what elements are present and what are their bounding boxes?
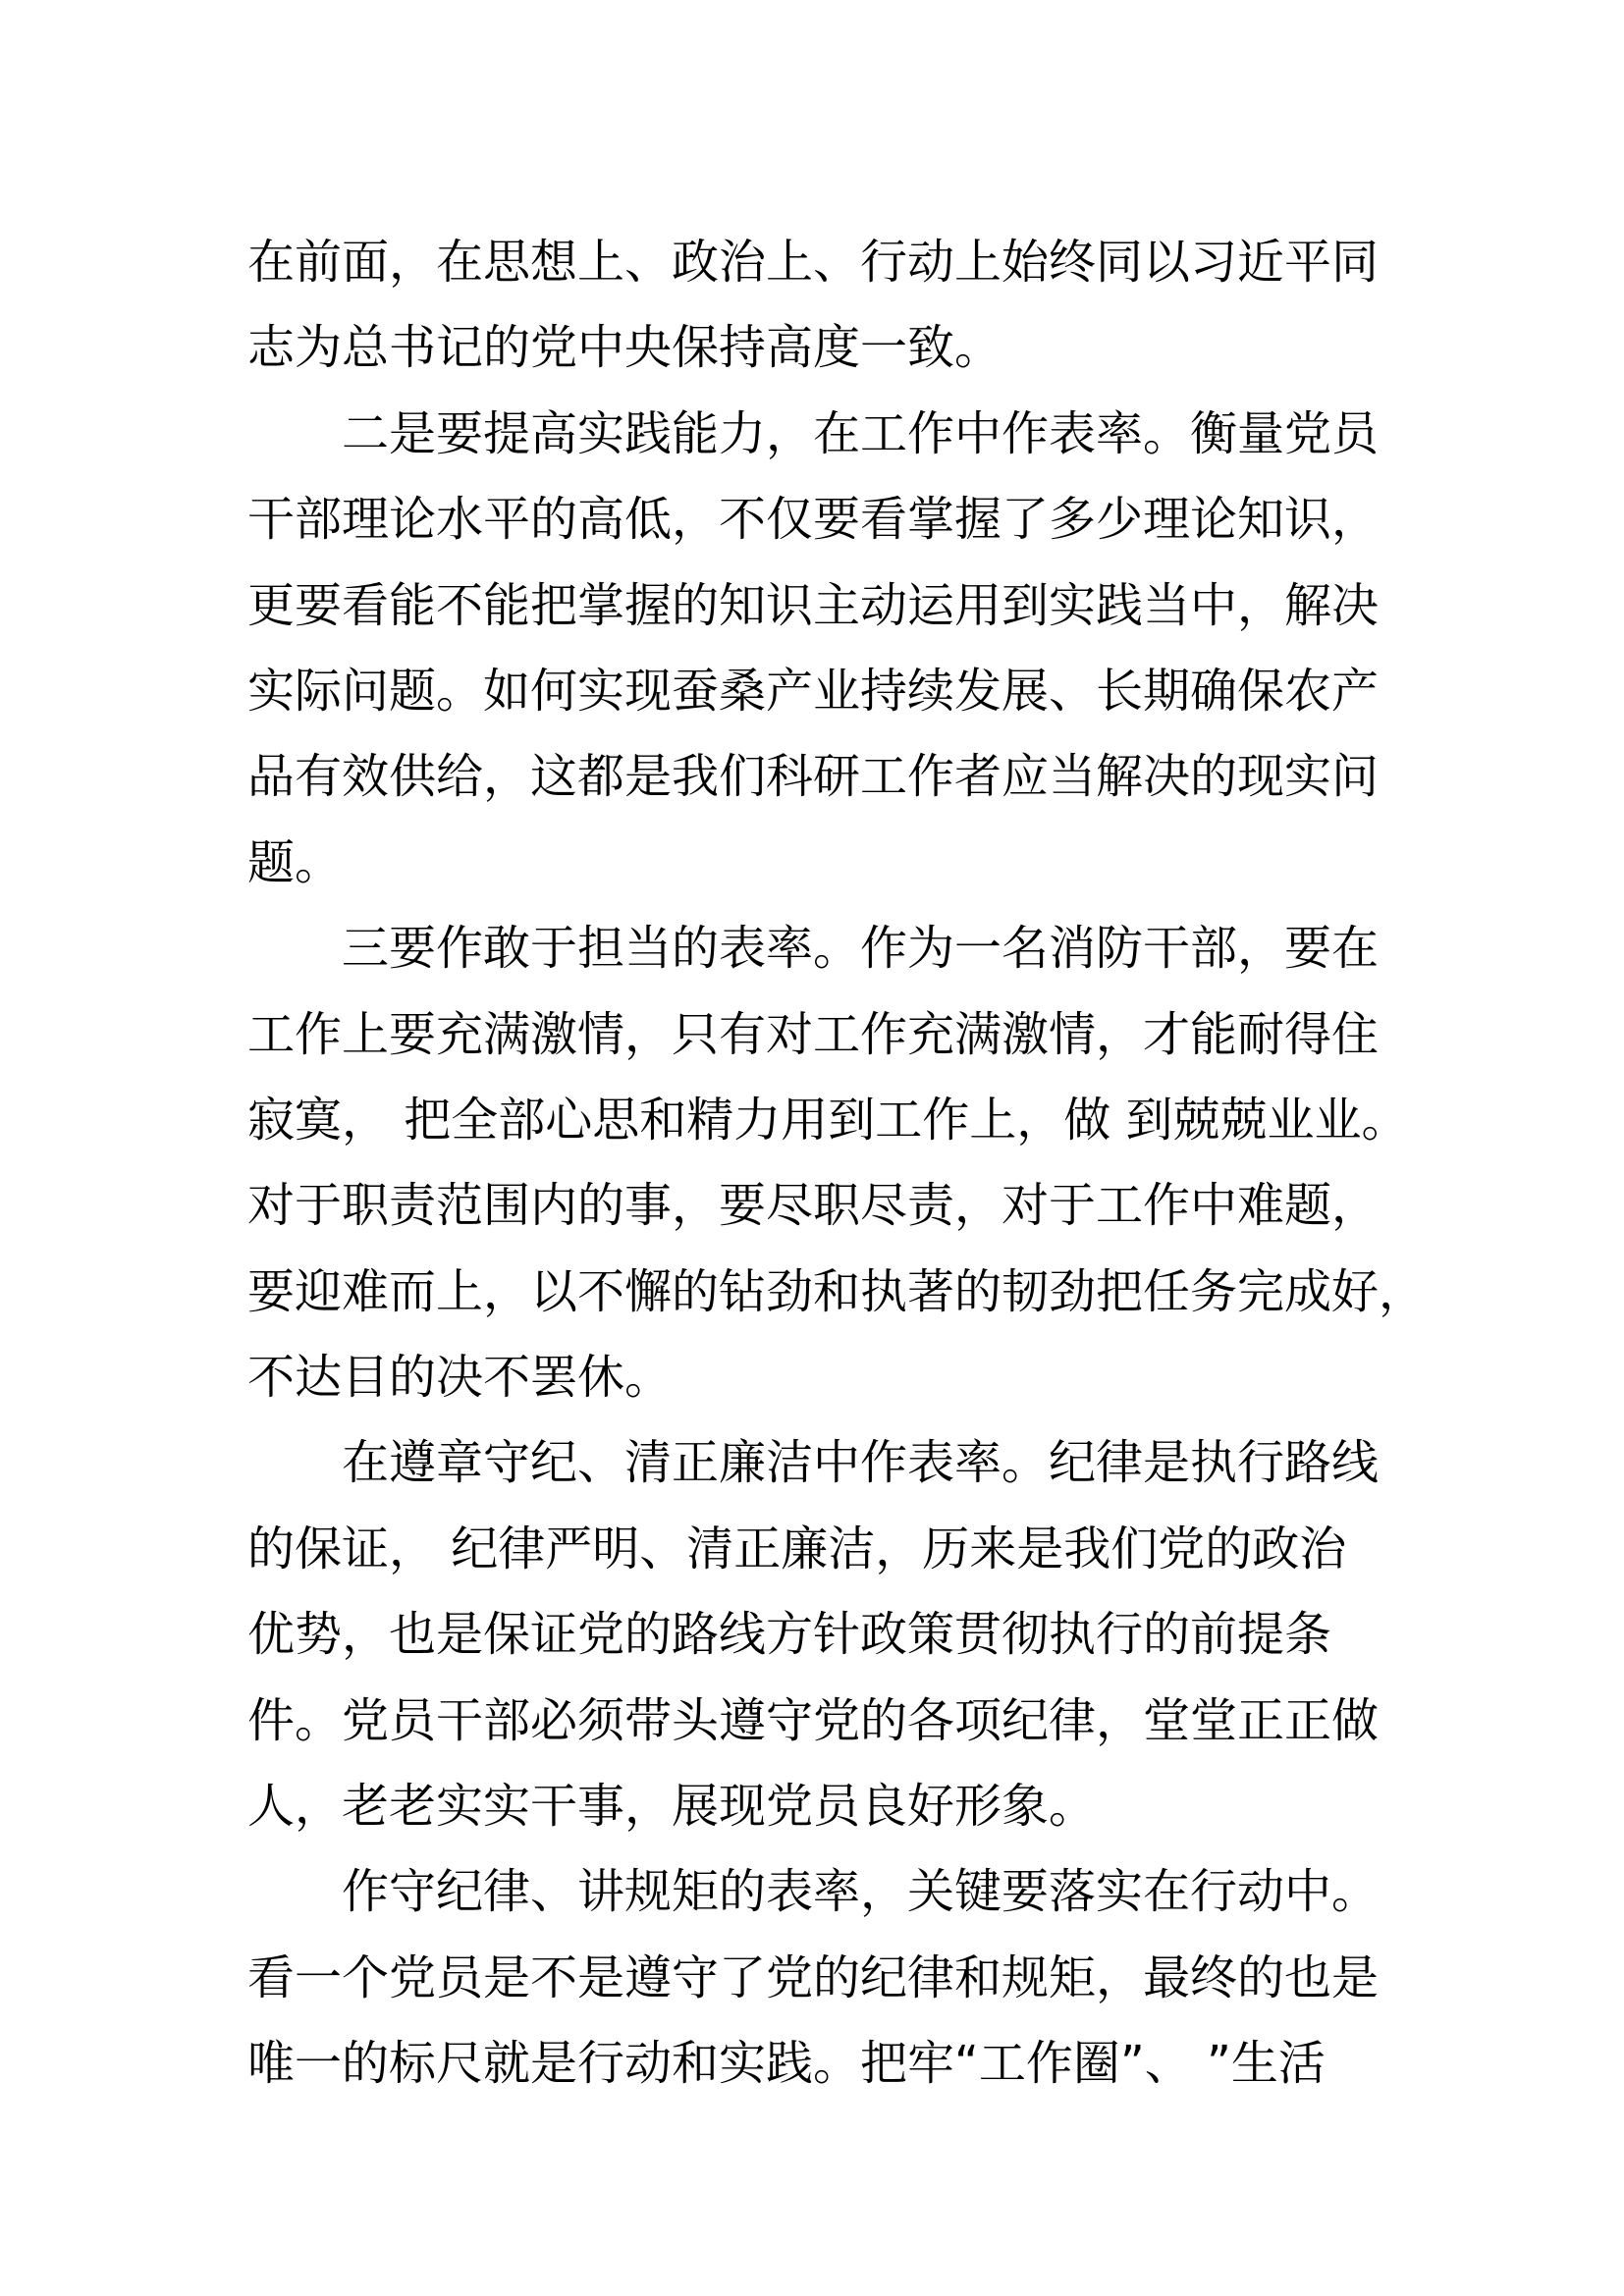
text-line: 品有效供给，这都是我们科研工作者应当解决的现实问 <box>247 749 1380 805</box>
text-line: 在前面，在思想上、政治上、行动上始终同以习近平同 <box>247 235 1380 290</box>
text-line: 要迎难而上，以不懈的钻劲和执著的韧劲把任务完成好， <box>247 1263 1427 1319</box>
text-line: 作守纪律、讲规矩的表率，关键要落实在行动中。 <box>342 1864 1380 1920</box>
document-page <box>247 220 1427 2108</box>
text-line: 志为总书记的党中央保持高度一致。 <box>247 320 1002 376</box>
text-line: 唯一的标尺就是行动和实践。把牢“工作圈”、 ”生活 <box>247 2036 1326 2092</box>
text-line: 人，老老实实干事，展现党员良好形象。 <box>247 1779 1097 1835</box>
text-line: 对于职责范围内的事，要尽职尽责，对于工作中难题， <box>247 1178 1380 1234</box>
text-line: 更要看能不能把掌握的知识主动运用到实践当中，解决 <box>247 577 1380 633</box>
text-line: 优势，也是保证党的路线方针政策贯彻执行的前提条 <box>247 1607 1332 1663</box>
text-line: 的保证， 纪律严明、清正廉洁，历来是我们党的政治 <box>247 1521 1347 1576</box>
text-line: 件。党员干部必须带头遵守党的各项纪律，堂堂正正做 <box>247 1692 1380 1748</box>
text-line: 题。 <box>247 834 343 890</box>
text-line: 不达目的决不罢休。 <box>247 1350 673 1406</box>
text-line: 三要作敢于担当的表率。作为一名消防干部，要在 <box>342 921 1380 977</box>
text-line: 寂寞， 把全部心思和精力用到工作上，做 到兢兢业业。 <box>247 1092 1409 1148</box>
text-line: 干部理论水平的高低，不仅要看掌握了多少理论知识， <box>247 492 1380 548</box>
text-line: 工作上要充满激情，只有对工作充满激情，才能耐得住 <box>247 1006 1380 1062</box>
text-line: 二是要提高实践能力，在工作中作表率。衡量党员 <box>342 405 1380 461</box>
text-line: 在遵章守纪、清正廉洁中作表率。纪律是执行路线 <box>342 1435 1380 1491</box>
text-line: 实际问题。如何实现蚕桑产业持续发展、长期确保农产 <box>247 663 1380 719</box>
text-line: 看一个党员是不是遵守了党的纪律和规矩，最终的也是 <box>247 1949 1380 2005</box>
